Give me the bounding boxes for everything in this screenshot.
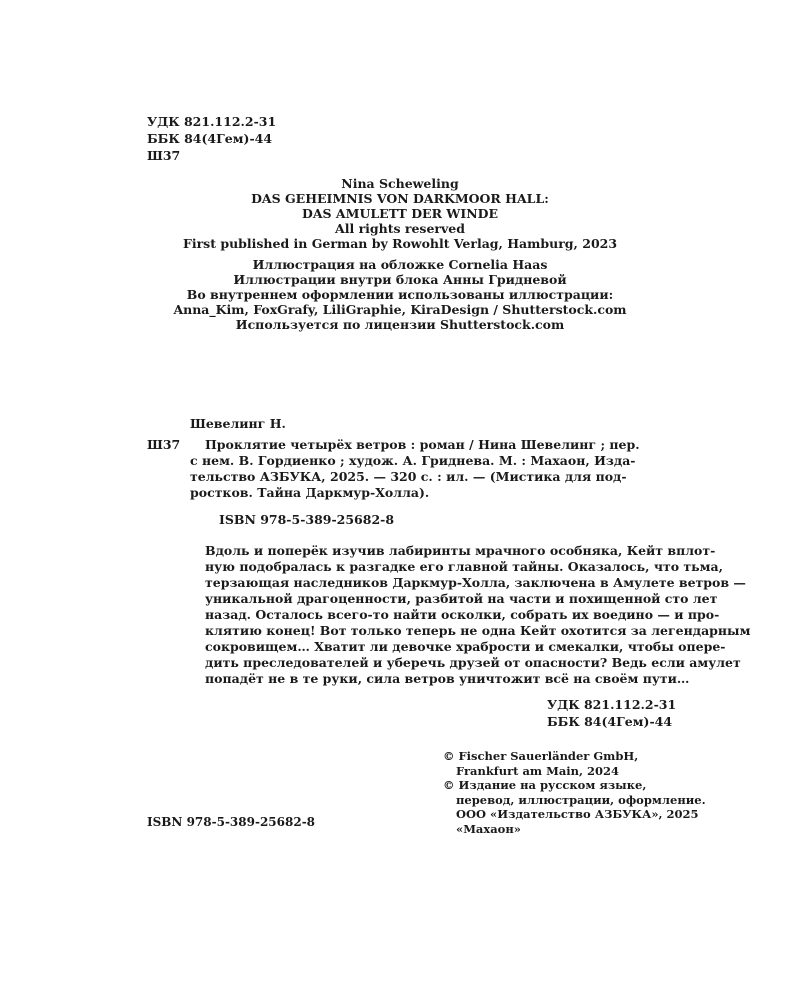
author-sign: Ш37 — [147, 148, 181, 163]
catalog-record — [147, 416, 667, 528]
udk-code: УДК 821.112.2-31 — [147, 114, 277, 129]
stock-illustration-sources: Anna_Kim, FoxGrafy, LiliGraphie, KiraDesign / Shutterstock.com — [173, 302, 627, 317]
original-title-line-2: DAS AMULETT DER WINDE — [302, 206, 498, 221]
copyright-line: © Fischer Sauerländer GmbH, — [443, 749, 639, 763]
catalog-line-3: тельство АЗБУКА, 2025. — 320 с. : ил. — (Мистика для под- — [190, 469, 627, 484]
annotation — [205, 543, 751, 687]
copyright-notice — [443, 749, 706, 836]
copyright-line: ООО «Издательство АЗБУКА», 2025 — [456, 807, 699, 821]
annotation-line: уникальной драгоценности, разбитой на части и похищенной сто лет — [205, 591, 718, 606]
copyright-line: перевод, иллюстрации, оформление. — [456, 792, 706, 807]
annotation-line: назад. Осталось всего-то найти осколки, собрать их воедино — и про- — [205, 607, 720, 622]
original-author: Nina Scheweling — [341, 176, 459, 191]
annotation-line: терзающая наследников Даркмур-Холла, заключена в Амулете ветров — — [205, 575, 746, 590]
annotation-line: дить преследователей и уберечь друзей от опасности? Ведь если амулет — [205, 655, 741, 670]
annotation-line: Вдоль и поперёк изучив лабиринты мрачного особняка, Кейт вплот- — [205, 543, 716, 558]
classification-codes-bottom — [547, 696, 676, 730]
annotation-line: попадёт не в те руки, сила ветров уничтожит всё на своём пути… — [205, 671, 690, 686]
inside-illustration-credit: Иллюстрации внутри блока Анны Гридневой — [233, 272, 567, 287]
udk-code-bottom: УДК 821.112.2-31 — [547, 697, 677, 712]
original-title-line-1: DAS GEHEIMNIS VON DARKMOOR HALL: — [251, 191, 549, 206]
classification-codes — [147, 113, 276, 164]
catalog-line-2: с нем. В. Гордиенко ; худож. А. Гриднева. М. : Махаон, Изда- — [190, 453, 636, 468]
catalog-code: Ш37 — [147, 437, 181, 452]
catalog-isbn: ISBN 978-5-389-25682-8 — [219, 512, 395, 527]
copyright-line: © Издание на русском языке, — [443, 778, 647, 792]
isbn-bottom: ISBN 978-5-389-25682-8 — [147, 815, 316, 829]
annotation-line: ную подобралась к разгадке его главной тайны. Оказалось, что тьма, — [205, 559, 723, 574]
original-edition-info — [0, 176, 800, 251]
license-notice: Используется по лицензии Shutterstock.com — [235, 317, 565, 332]
annotation-line: сокровищем… Хватит ли девочке храбрости и смекалки, чтобы опере- — [205, 639, 726, 654]
catalog-line-4: ростков. Тайна Даркмур-Холла). — [190, 485, 430, 500]
catalog-line-1: Проклятие четырёх ветров : роман / Нина Шевелинг ; пер. — [205, 437, 640, 452]
copyright-line: «Махаон» — [456, 821, 521, 836]
catalog-author: Шевелинг Н. — [190, 416, 286, 431]
first-publication: First published in German by Rowohlt Verlag, Hamburg, 2023 — [182, 236, 618, 251]
bbk-code-bottom: ББК 84(4Гем)-44 — [547, 714, 673, 729]
stock-illustration-credit: Во внутреннем оформлении использованы иллюстрации: — [186, 287, 614, 302]
cover-illustration-credit: Иллюстрация на обложке Cornelia Haas — [252, 257, 548, 272]
bbk-code: ББК 84(4Гем)-44 — [147, 131, 273, 146]
illustration-credits — [0, 257, 800, 332]
annotation-line: клятию конец! Вот только теперь не одна Кейт охотится за легендарным — [205, 623, 751, 638]
copyright-line: Frankfurt am Main, 2024 — [456, 763, 620, 778]
catalog-entry — [147, 437, 667, 501]
rights-notice: All rights reserved — [335, 221, 465, 236]
